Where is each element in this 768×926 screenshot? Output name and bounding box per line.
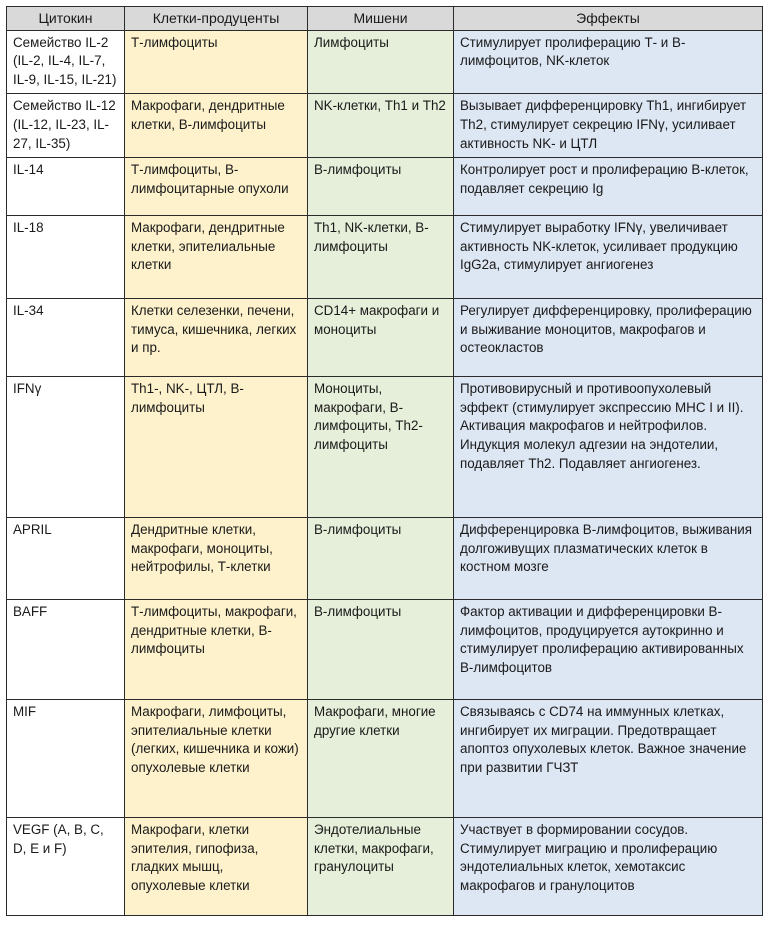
producers-cell: Дендритные клетки, макрофаги, моноциты, нейтрофилы, Т-клетки bbox=[125, 518, 308, 600]
cytokine-table bbox=[6, 6, 763, 916]
effects-cell: Участвует в формировании сосудов. Стимулирует миграцию и пролиферацию эндотелиальных клеток, хемотаксис макрофагов и гранулоцитов bbox=[454, 818, 763, 916]
header-cytokine: Цитокин bbox=[7, 7, 125, 31]
effects-cell: Дифференцировка В-лимфоцитов, выживания долгоживущих плазматических клеток в костном мозге bbox=[454, 518, 763, 600]
producers-cell: Th1-, NK-, ЦТЛ, В-лимфоциты bbox=[125, 377, 308, 518]
producers-cell: Т-лимфоциты bbox=[125, 30, 308, 94]
effects-cell: Вызывает дифференцировку Th1, ингибирует Th2, стимулирует секрецию IFNγ, усиливает активность NK- и ЦТЛ bbox=[454, 94, 763, 158]
cytokine-cell: IL-34 bbox=[7, 299, 125, 377]
cytokine-cell: VEGF (A, B, C, D, E и F) bbox=[7, 818, 125, 916]
effects-cell: Регулирует дифференцировку, пролиферацию и выживание моноцитов, макрофагов и остеокластов bbox=[454, 299, 763, 377]
cytokine-cell: MIF bbox=[7, 700, 125, 818]
effects-cell: Стимулирует выработку IFNγ, увеличивает активность NK-клеток, усиливает продукцию IgG2a, стимулирует ангиогенез bbox=[454, 216, 763, 299]
targets-cell: В-лимфоциты bbox=[308, 600, 454, 700]
table-row bbox=[7, 518, 763, 600]
table-row bbox=[7, 94, 763, 158]
targets-cell: NK-клетки, Th1 и Th2 bbox=[308, 94, 454, 158]
cytokine-cell: IFNγ bbox=[7, 377, 125, 518]
cytokine-cell: BAFF bbox=[7, 600, 125, 700]
effects-cell: Стимулирует пролиферацию Т- и В-лимфоцитов, NK-клеток bbox=[454, 30, 763, 94]
producers-cell: Т-лимфоциты, В-лимфоцитарные опухоли bbox=[125, 158, 308, 216]
cytokine-cell: APRIL bbox=[7, 518, 125, 600]
producers-cell: Макрофаги, дендритные клетки, эпителиальные клетки bbox=[125, 216, 308, 299]
targets-cell: Моноциты, макрофаги, В-лимфоциты, Th2-лимфоциты bbox=[308, 377, 454, 518]
targets-cell: Лимфоциты bbox=[308, 30, 454, 94]
targets-cell: В-лимфоциты bbox=[308, 518, 454, 600]
table-row bbox=[7, 377, 763, 518]
table-row bbox=[7, 158, 763, 216]
table-row bbox=[7, 700, 763, 818]
effects-cell: Контролирует рост и пролиферацию В-клеток, подавляет секрецию Ig bbox=[454, 158, 763, 216]
producers-cell: Макрофаги, лимфоциты, эпителиальные клетки (легких, кишечника и кожи) опухолевые клетки bbox=[125, 700, 308, 818]
targets-cell: В-лимфоциты bbox=[308, 158, 454, 216]
cytokine-cell: IL-14 bbox=[7, 158, 125, 216]
table-row bbox=[7, 600, 763, 700]
producers-cell: Клетки селезенки, печени, тимуса, кишечника, легких и пр. bbox=[125, 299, 308, 377]
targets-cell: Th1, NK-клетки, В-лимфоциты bbox=[308, 216, 454, 299]
header-effects: Эффекты bbox=[454, 7, 763, 31]
table-header-row bbox=[7, 7, 763, 31]
table-row bbox=[7, 818, 763, 916]
effects-cell: Фактор активации и дифференцировки В-лимфоцитов, продуцируется аутокринно и стимулирует пролиферацию активированных В-лимфоцитов bbox=[454, 600, 763, 700]
producers-cell: Макрофаги, клетки эпителия, гипофиза, гладких мышц, опухолевые клетки bbox=[125, 818, 308, 916]
targets-cell: CD14+ макрофаги и моноциты bbox=[308, 299, 454, 377]
table-row bbox=[7, 216, 763, 299]
producers-cell: Макрофаги, дендритные клетки, В-лимфоциты bbox=[125, 94, 308, 158]
cytokine-cell: Семейство IL-2 (IL-2, IL-4, IL-7, IL-9, IL-15, IL-21) bbox=[7, 30, 125, 94]
producers-cell: Т-лимфоциты, макрофаги, дендритные клетки, В-лимфоциты bbox=[125, 600, 308, 700]
targets-cell: Макрофаги, многие другие клетки bbox=[308, 700, 454, 818]
targets-cell: Эндотелиальные клетки, макрофаги, гранулоциты bbox=[308, 818, 454, 916]
cytokine-cell: Семейство IL-12 (IL-12, IL-23, IL-27, IL-35) bbox=[7, 94, 125, 158]
cytokine-cell: IL-18 bbox=[7, 216, 125, 299]
table-row bbox=[7, 30, 763, 94]
table-row bbox=[7, 299, 763, 377]
header-targets: Мишени bbox=[308, 7, 454, 31]
effects-cell: Противовирусный и противоопухолевый эффект (стимулирует экспрессию МНС I и II). Активация макрофагов и нейтрофилов. Индукция молекул адгезии на эндотелии, подавляет Th2. Подавляет ангиогенез. bbox=[454, 377, 763, 518]
header-producers: Клетки-продуценты bbox=[125, 7, 308, 31]
effects-cell: Связываясь с CD74 на иммунных клетках, ингибирует их миграции. Предотвращает апоптоз опухолевых клеток. Важное значение при развитии ГЧЗТ bbox=[454, 700, 763, 818]
